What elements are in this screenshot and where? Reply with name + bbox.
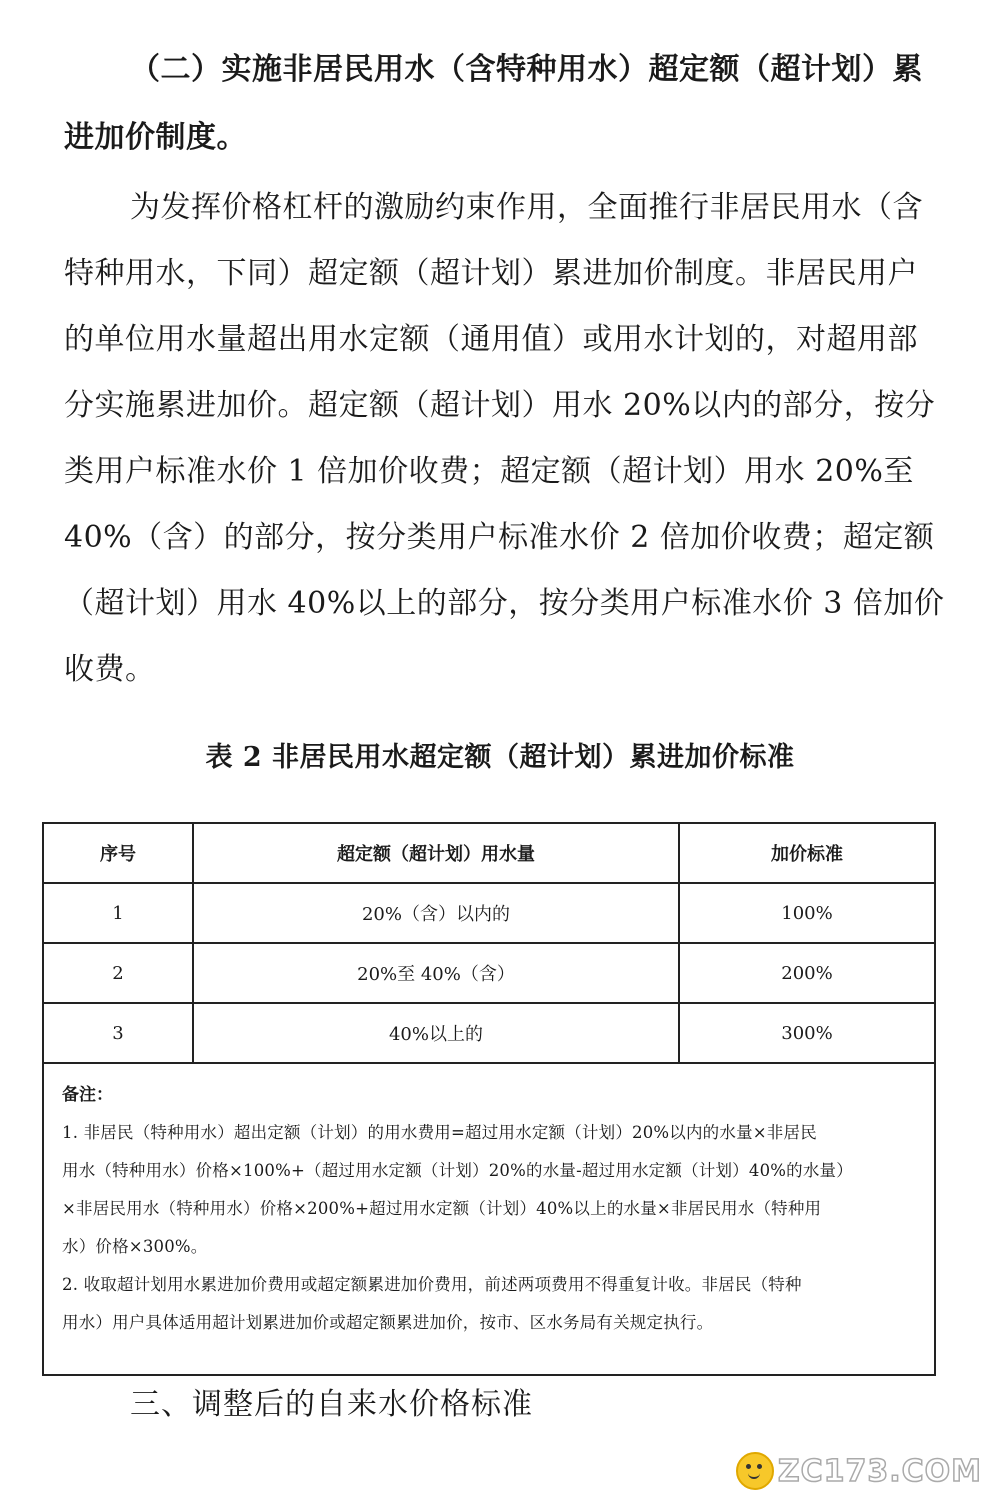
cell-surcharge: 200% <box>679 943 935 1003</box>
table-caption: 表 2 非居民用水超定额（超计划）累进加价标准 <box>205 742 795 773</box>
section-heading-2-line-1: （二）实施非居民用水（含特种用水）超定额（超计划）累 <box>130 52 923 87</box>
cell-surcharge: 100% <box>679 883 935 943</box>
table-row <box>43 943 935 1003</box>
table-row <box>43 883 935 943</box>
notes-line: 1. 非居民（特种用水）超出定额（计划）的用水费用=超过用水定额（计划）20%以内的水量×非居民 <box>62 1123 817 1142</box>
smiley-logo-icon <box>736 1452 774 1490</box>
notes-line: 用水）用户具体适用超计划累进加价或超定额累进加价，按市、区水务局有关规定执行。 <box>62 1313 714 1332</box>
cell-surcharge: 300% <box>679 1003 935 1063</box>
body-line: 特种用水，下同）超定额（超计划）累进加价制度。非居民用户 <box>64 256 918 291</box>
column-header-index: 序号 <box>43 823 193 883</box>
table-notes <box>43 1063 935 1375</box>
notes-line: 用水（特种用水）价格×100%+（超过用水定额（计划）20%的水量-超过用水定额（计划）40%的水量） <box>62 1161 853 1180</box>
cell-index: 2 <box>43 943 193 1003</box>
body-line: 为发挥价格杠杆的激励约束作用，全面推行非居民用水（含 <box>130 190 923 225</box>
body-line: 40%（含）的部分，按分类用户标准水价 2 倍加价收费；超定额 <box>64 520 935 555</box>
body-line: 收费。 <box>64 652 156 687</box>
cell-index: 1 <box>43 883 193 943</box>
section-heading-2-line-2: 进加价制度。 <box>64 120 247 155</box>
table-header-row <box>43 823 935 883</box>
body-line: （超计划）用水 40%以上的部分，按分类用户标准水价 3 倍加价 <box>64 586 945 621</box>
surcharge-table <box>42 822 936 1376</box>
notes-title: 备注： <box>62 1085 113 1105</box>
section-heading-3: 三、调整后的自来水价格标准 <box>130 1387 533 1422</box>
body-line: 分实施累进加价。超定额（超计划）用水 20%以内的部分，按分 <box>64 388 936 423</box>
notes-line: 2. 收取超计划用水累进加价费用或超定额累进加价费用，前述两项费用不得重复计收。非居民（特种 <box>62 1275 802 1294</box>
column-header-usage: 超定额（超计划）用水量 <box>193 823 679 883</box>
table-notes-row <box>43 1063 935 1375</box>
body-line: 的单位用水量超出用水定额（通用值）或用水计划的，对超用部 <box>64 322 918 357</box>
cell-index: 3 <box>43 1003 193 1063</box>
watermark-text: ZC173.COM <box>777 1453 982 1489</box>
cell-usage: 20%（含）以内的 <box>193 883 679 943</box>
table-row <box>43 1003 935 1063</box>
watermark <box>736 1452 982 1490</box>
cell-usage: 20%至 40%（含） <box>193 943 679 1003</box>
notes-line: 水）价格×300%。 <box>62 1237 208 1256</box>
column-header-surcharge: 加价标准 <box>679 823 935 883</box>
body-line: 类用户标准水价 1 倍加价收费；超定额（超计划）用水 20%至 <box>64 454 914 489</box>
cell-usage: 40%以上的 <box>193 1003 679 1063</box>
notes-line: ×非居民用水（特种用水）价格×200%+超过用水定额（计划）40%以上的水量×非居民用水（特种用 <box>62 1199 822 1218</box>
